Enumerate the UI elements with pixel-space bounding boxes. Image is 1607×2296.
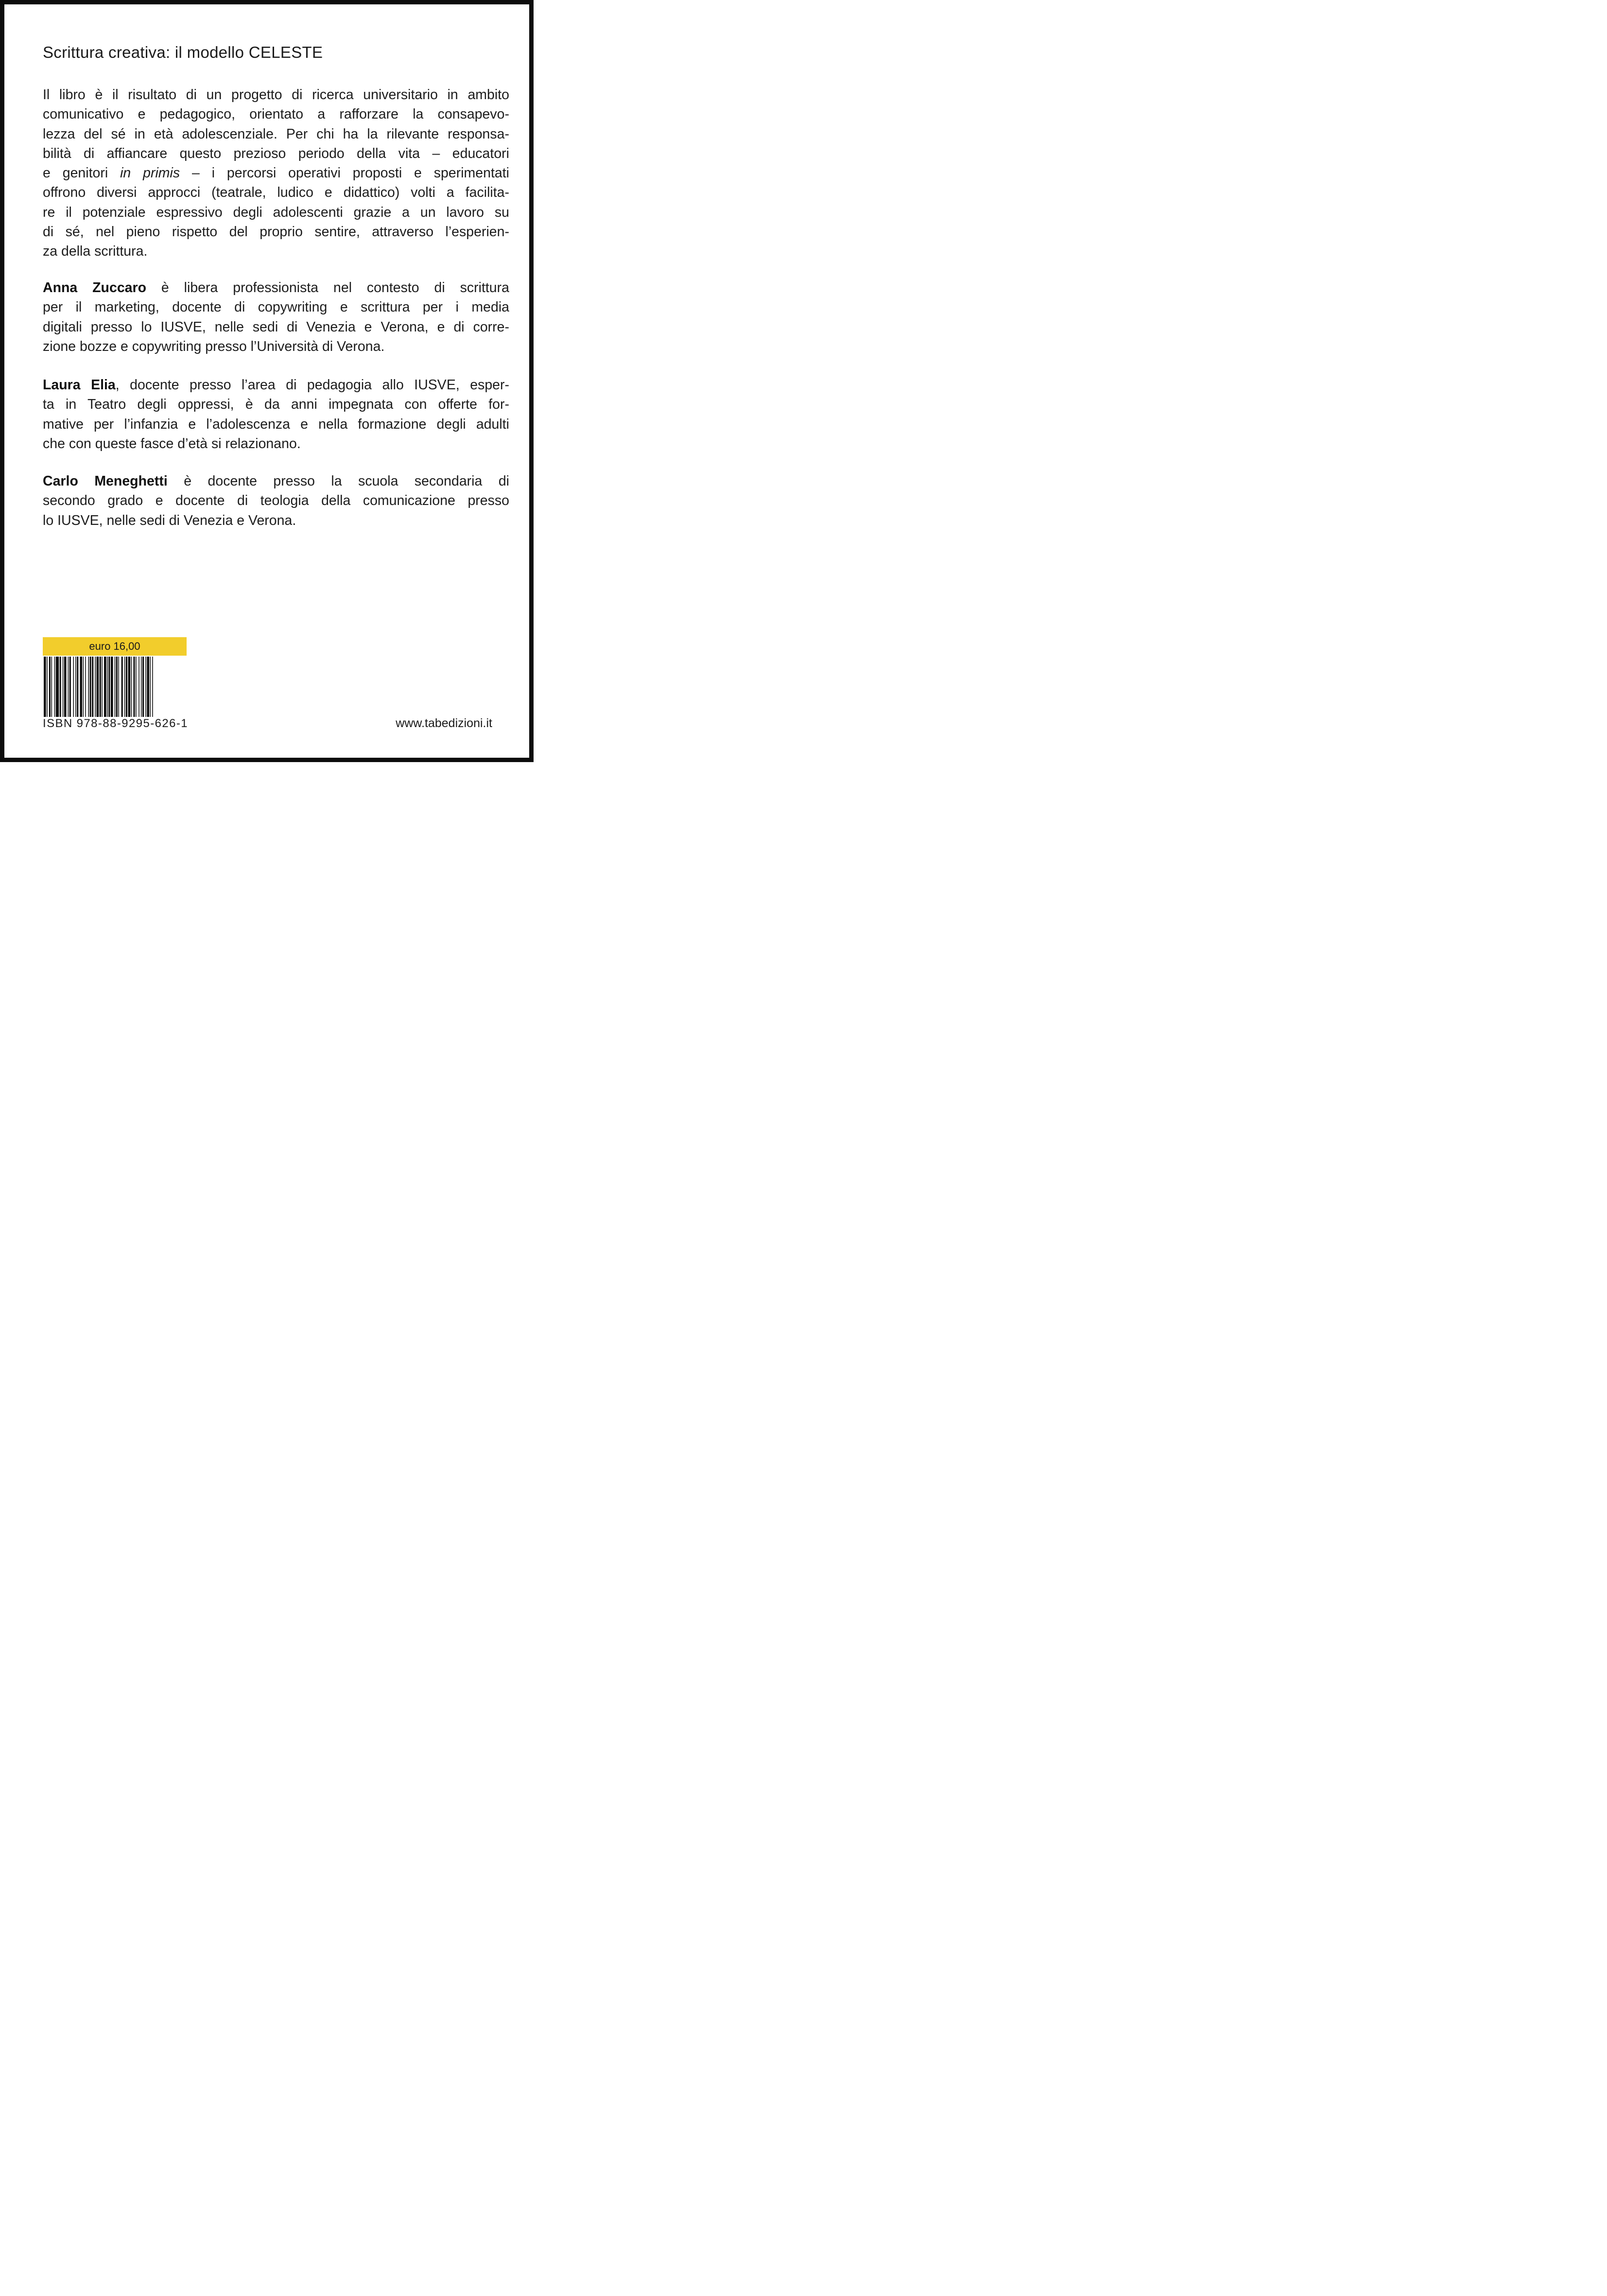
isbn-number: ISBN 978-88-9295-626-1 — [43, 717, 188, 730]
author-bio-zuccaro — [43, 278, 509, 356]
barcode-bar — [88, 657, 89, 717]
description-line: re il potenziale espressivo degli adolescenti grazie a un lavoro su — [43, 204, 509, 220]
barcode-bar — [128, 657, 131, 717]
barcode-bar — [124, 657, 125, 717]
book-description — [43, 85, 509, 261]
barcode-bar — [141, 657, 142, 717]
barcode-bar — [44, 657, 46, 717]
barcode-bar — [104, 657, 106, 717]
barcode-bar — [83, 657, 84, 717]
barcode-bar — [108, 657, 110, 717]
description-italic-text: in primis — [120, 165, 180, 181]
description-text: – i percorsi operativi proposti e sperimentati — [180, 165, 509, 181]
description-line: di sé, nel pieno rispetto del proprio sentire, attraverso l’esperien- — [43, 224, 509, 240]
bio-line — [43, 278, 509, 297]
bio-line — [43, 471, 509, 491]
bio-line: zione bozze e copywriting presso l’Università di Verona. — [43, 338, 385, 354]
barcode-bar — [147, 657, 149, 717]
barcode-bar — [102, 657, 103, 717]
description-line: bilità di affiancare questo prezioso periodo della vita – educatori — [43, 145, 509, 161]
barcode-bar — [133, 657, 135, 717]
barcode-image — [43, 657, 187, 717]
barcode-bar — [60, 657, 61, 717]
barcode-bar — [152, 657, 153, 717]
author-name: Carlo Meneghetti — [43, 473, 168, 489]
barcode-bar — [145, 657, 146, 717]
barcode-bar — [63, 657, 64, 717]
author-bio-meneghetti — [43, 471, 509, 530]
barcode-bar — [69, 657, 71, 717]
author-name: Anna Zuccaro — [43, 280, 147, 296]
description-line: Il libro è il risultato di un progetto di ricerca universitario in ambito — [43, 87, 509, 103]
barcode-bar — [100, 657, 101, 717]
back-cover-frame — [0, 0, 534, 762]
barcode-bar — [85, 657, 86, 717]
barcode-bar — [111, 657, 113, 717]
barcode-bar — [90, 657, 91, 717]
barcode-bar — [49, 657, 51, 717]
description-line — [43, 163, 509, 183]
bio-line: secondo grado e docente di teologia della comunicazione presso — [43, 493, 509, 509]
barcode-bar — [80, 657, 82, 717]
barcode-bar — [73, 657, 74, 717]
bio-line: per il marketing, docente di copywriting e scrittura per i media — [43, 299, 509, 315]
description-line: za della scrittura. — [43, 244, 148, 260]
barcode-bar — [116, 657, 118, 717]
barcode-bar — [47, 657, 48, 717]
barcode-bar — [54, 657, 55, 717]
barcode-bar — [142, 657, 144, 717]
book-title: Scrittura creativa: il modello CELESTE — [43, 43, 323, 61]
barcode-bar — [115, 657, 116, 717]
bio-line: mative per l’infanzia e l’adolescenza e nella formazione degli adulti — [43, 416, 509, 432]
barcode-bar — [121, 657, 123, 717]
barcode-bar — [75, 657, 76, 717]
barcode-bar — [107, 657, 108, 717]
bio-line: digitali presso lo IUSVE, nelle sedi di Venezia e Verona, e di corre- — [43, 319, 509, 335]
bio-line: ta in Teatro degli oppressi, è da anni impegnata con offerte for- — [43, 397, 509, 413]
barcode-bar — [97, 657, 99, 717]
author-name: Laura Elia — [43, 377, 116, 393]
barcode-bar — [138, 657, 139, 717]
bio-line: lo IUSVE, nelle sedi di Venezia e Verona. — [43, 512, 296, 528]
barcode-bar — [77, 657, 78, 717]
barcode-bar — [92, 657, 93, 717]
author-bio-elia — [43, 375, 509, 453]
description-line: lezza del sé in età adolescenziale. Per chi ha la rilevante responsa- — [43, 126, 509, 142]
barcode-bar — [95, 657, 96, 717]
bio-text: è docente presso la scuola secondaria di — [167, 473, 510, 489]
barcode-bar — [126, 657, 127, 717]
barcode-bar — [150, 657, 151, 717]
bio-text: , docente presso l’area di pedagogia allo IUSVE, esper- — [115, 377, 509, 393]
bio-text: è libera professionista nel contesto di scrittura — [146, 280, 509, 296]
barcode-bar — [56, 657, 59, 717]
barcode-bar — [131, 657, 132, 717]
barcode-bar — [136, 657, 137, 717]
barcode-bar — [118, 657, 119, 717]
publisher-website[interactable]: www.tabedizioni.it — [396, 716, 492, 730]
description-text: e genitori — [43, 165, 121, 181]
description-line: comunicativo e pedagogico, orientato a rafforzare la consapevo- — [43, 106, 509, 122]
bio-line: che con queste fasce d’età si relazionano. — [43, 435, 301, 452]
bio-line — [43, 375, 509, 395]
barcode-bar — [68, 657, 69, 717]
barcode-bar — [64, 657, 67, 717]
price-label: euro 16,00 — [43, 637, 187, 656]
description-line: offrono diversi approcci (teatrale, ludico e didattico) volti a facilita- — [43, 185, 509, 201]
